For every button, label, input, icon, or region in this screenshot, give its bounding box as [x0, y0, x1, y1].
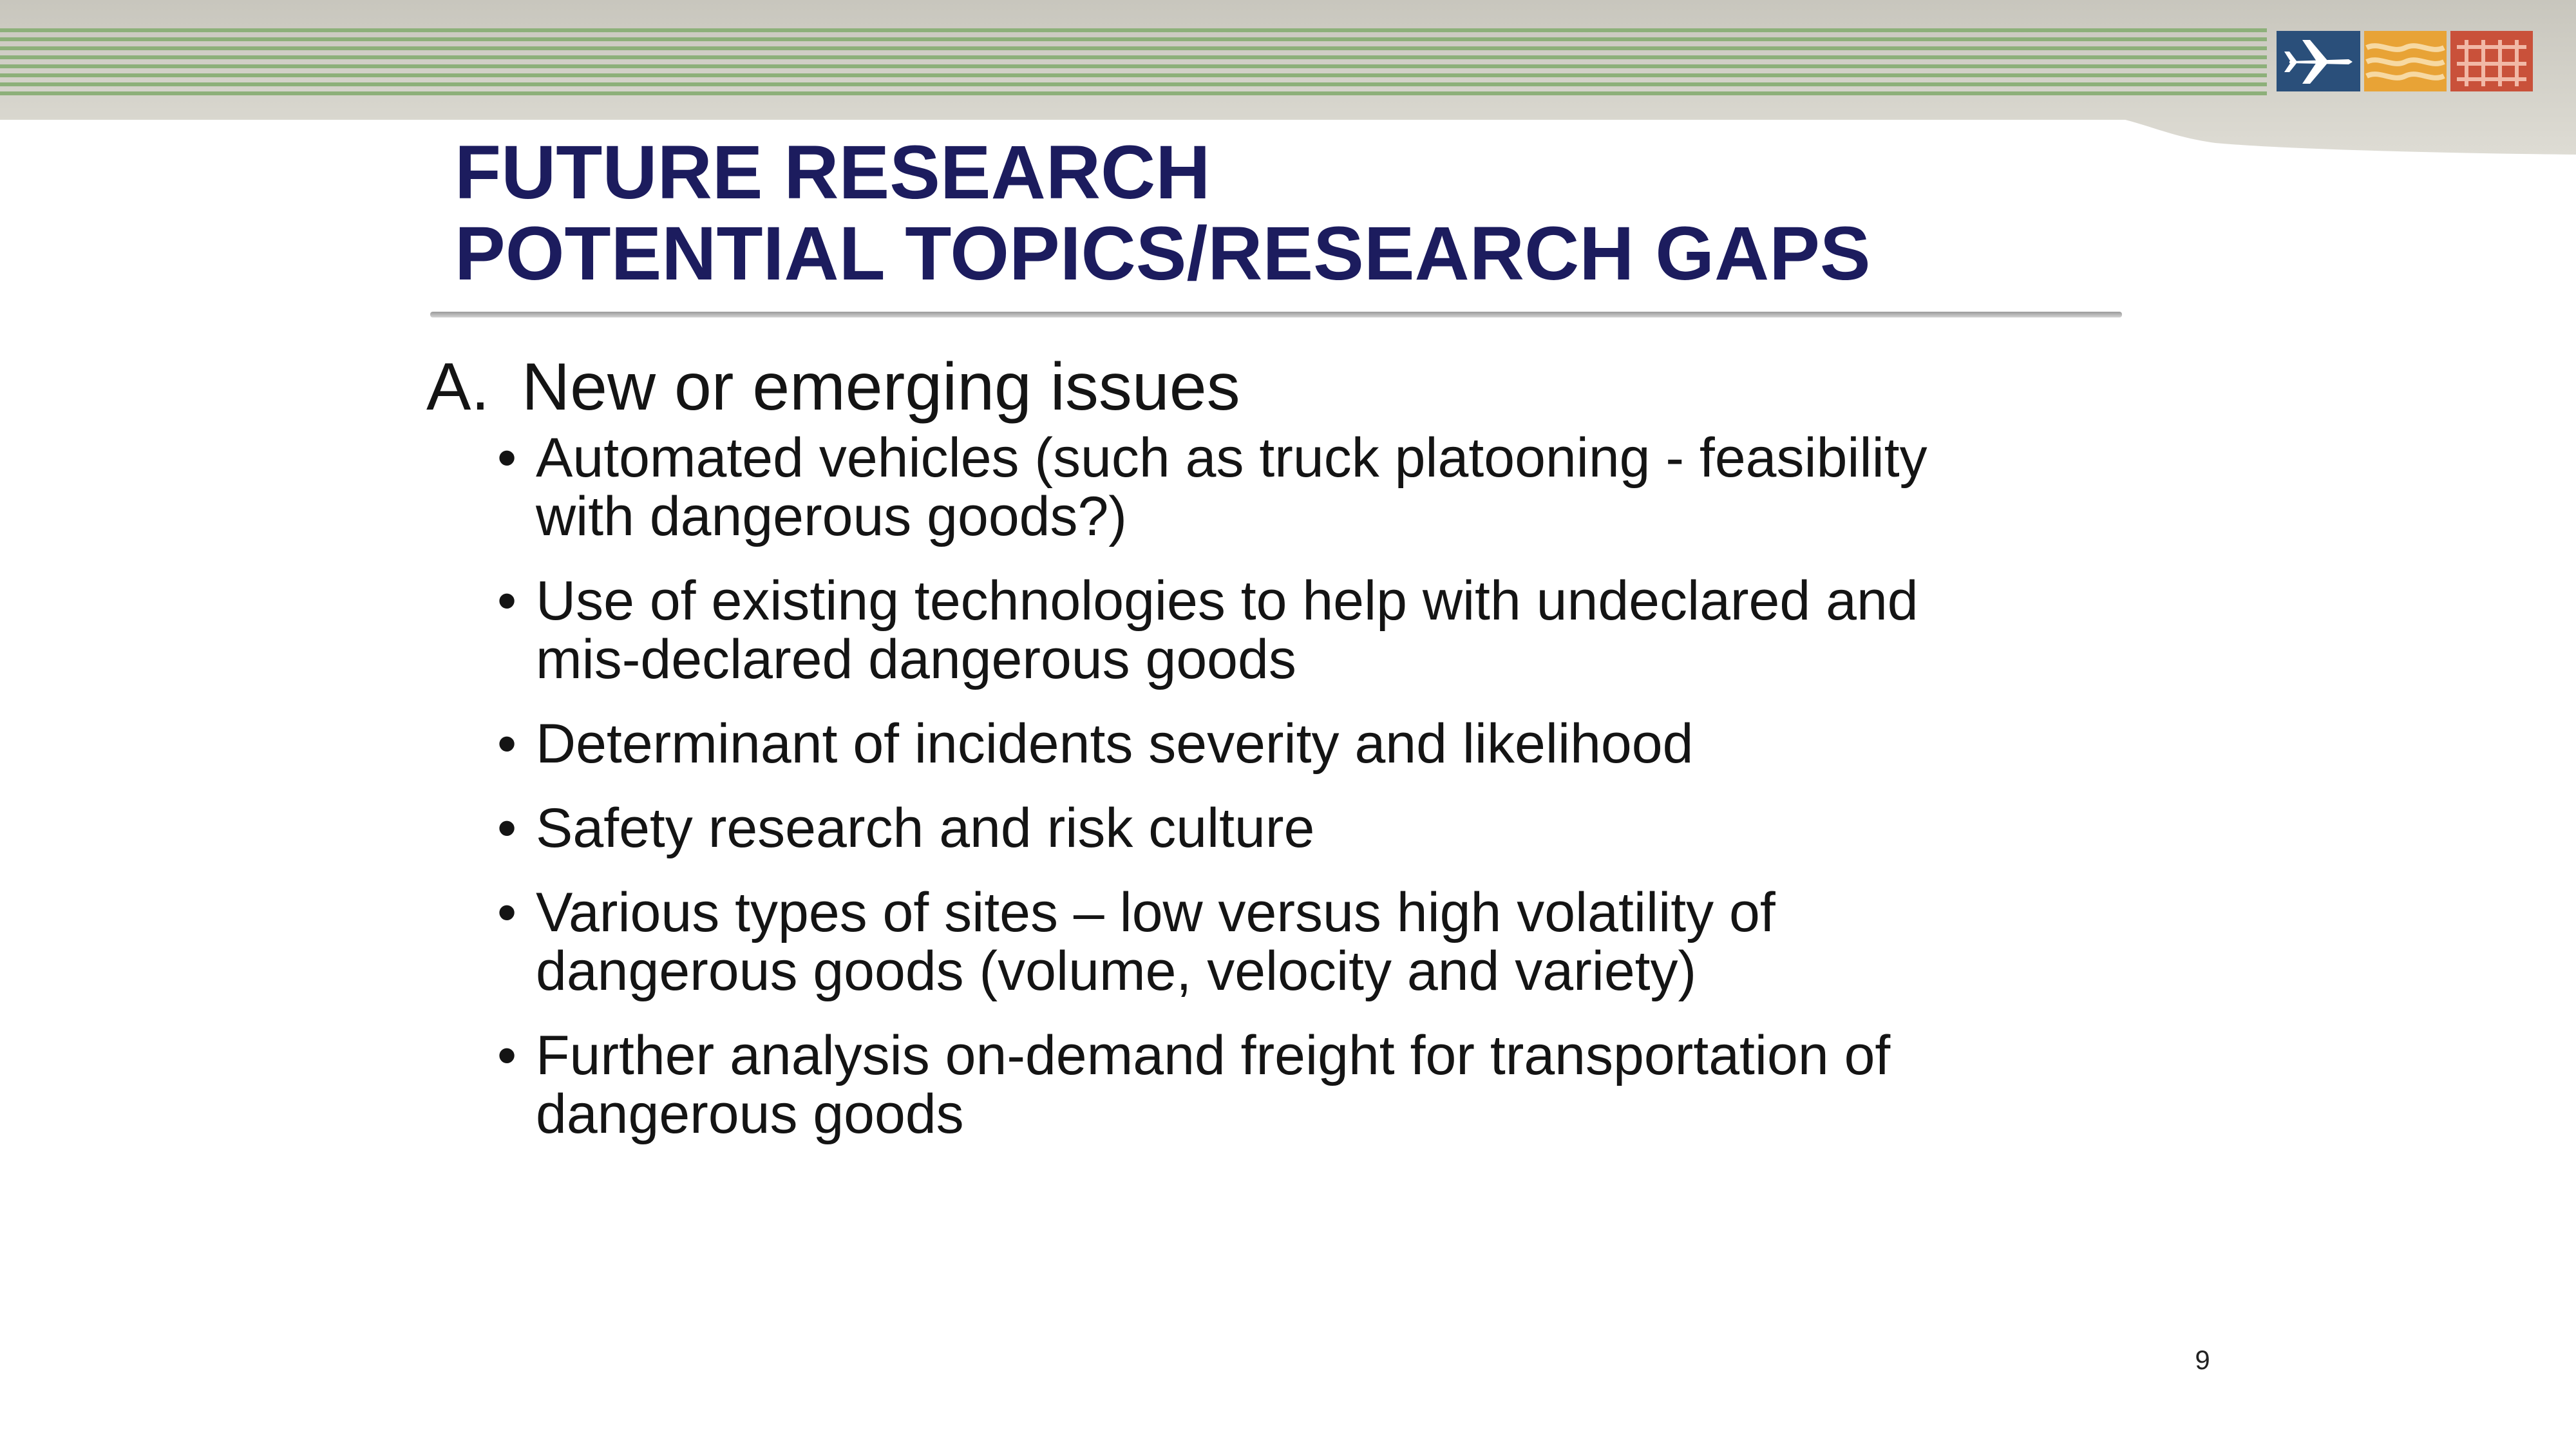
section-heading: [426, 346, 2294, 428]
organization-logo: [2277, 26, 2534, 97]
title-divider: [430, 310, 2122, 319]
list-item-text: Further analysis on-demand freight for transportation of dangerous goods: [536, 1025, 1891, 1145]
list-item: [497, 884, 2017, 1001]
title-line-2: POTENTIAL TOPICS/RESEARCH GAPS: [455, 211, 1871, 296]
slide-title: [455, 132, 2193, 294]
list-item-text: Use of existing technologies to help with undeclared and mis-declared dangerous goods: [536, 570, 1918, 690]
airplane-logo-icon: [2277, 31, 2360, 91]
bullet-list: [426, 429, 2294, 1144]
list-item-text: Determinant of incidents severity and likelihood: [536, 713, 1694, 775]
section-letter: A.: [426, 350, 490, 424]
list-item: [497, 572, 2017, 689]
section-a: [426, 346, 2294, 1170]
bullet-icon: •: [497, 797, 517, 859]
bullet-icon: •: [497, 570, 517, 632]
bullet-icon: •: [497, 427, 517, 489]
water-waves-logo-icon: [2364, 31, 2447, 91]
list-item: [497, 799, 2017, 858]
section-heading-text: New or emerging issues: [522, 350, 1240, 424]
page-number: 9: [2195, 1345, 2210, 1375]
list-item-text: Various types of sites – low versus high volatility of dangerous goods (volume, velocity and variety): [536, 882, 1776, 1002]
list-item-text: Safety research and risk culture: [536, 797, 1315, 859]
bullet-icon: •: [497, 882, 517, 943]
title-line-1: FUTURE RESEARCH: [455, 130, 1211, 215]
list-item-text: Automated vehicles (such as truck platooning - feasibility with dangerous goods?): [536, 427, 1927, 547]
bullet-icon: •: [497, 713, 517, 775]
header-banner: [0, 0, 2576, 155]
list-item: [497, 1027, 2017, 1144]
list-item: [497, 715, 2017, 773]
list-item: [497, 429, 2017, 546]
bullet-icon: •: [497, 1025, 517, 1086]
rail-tracks-logo-icon: [2450, 31, 2533, 91]
